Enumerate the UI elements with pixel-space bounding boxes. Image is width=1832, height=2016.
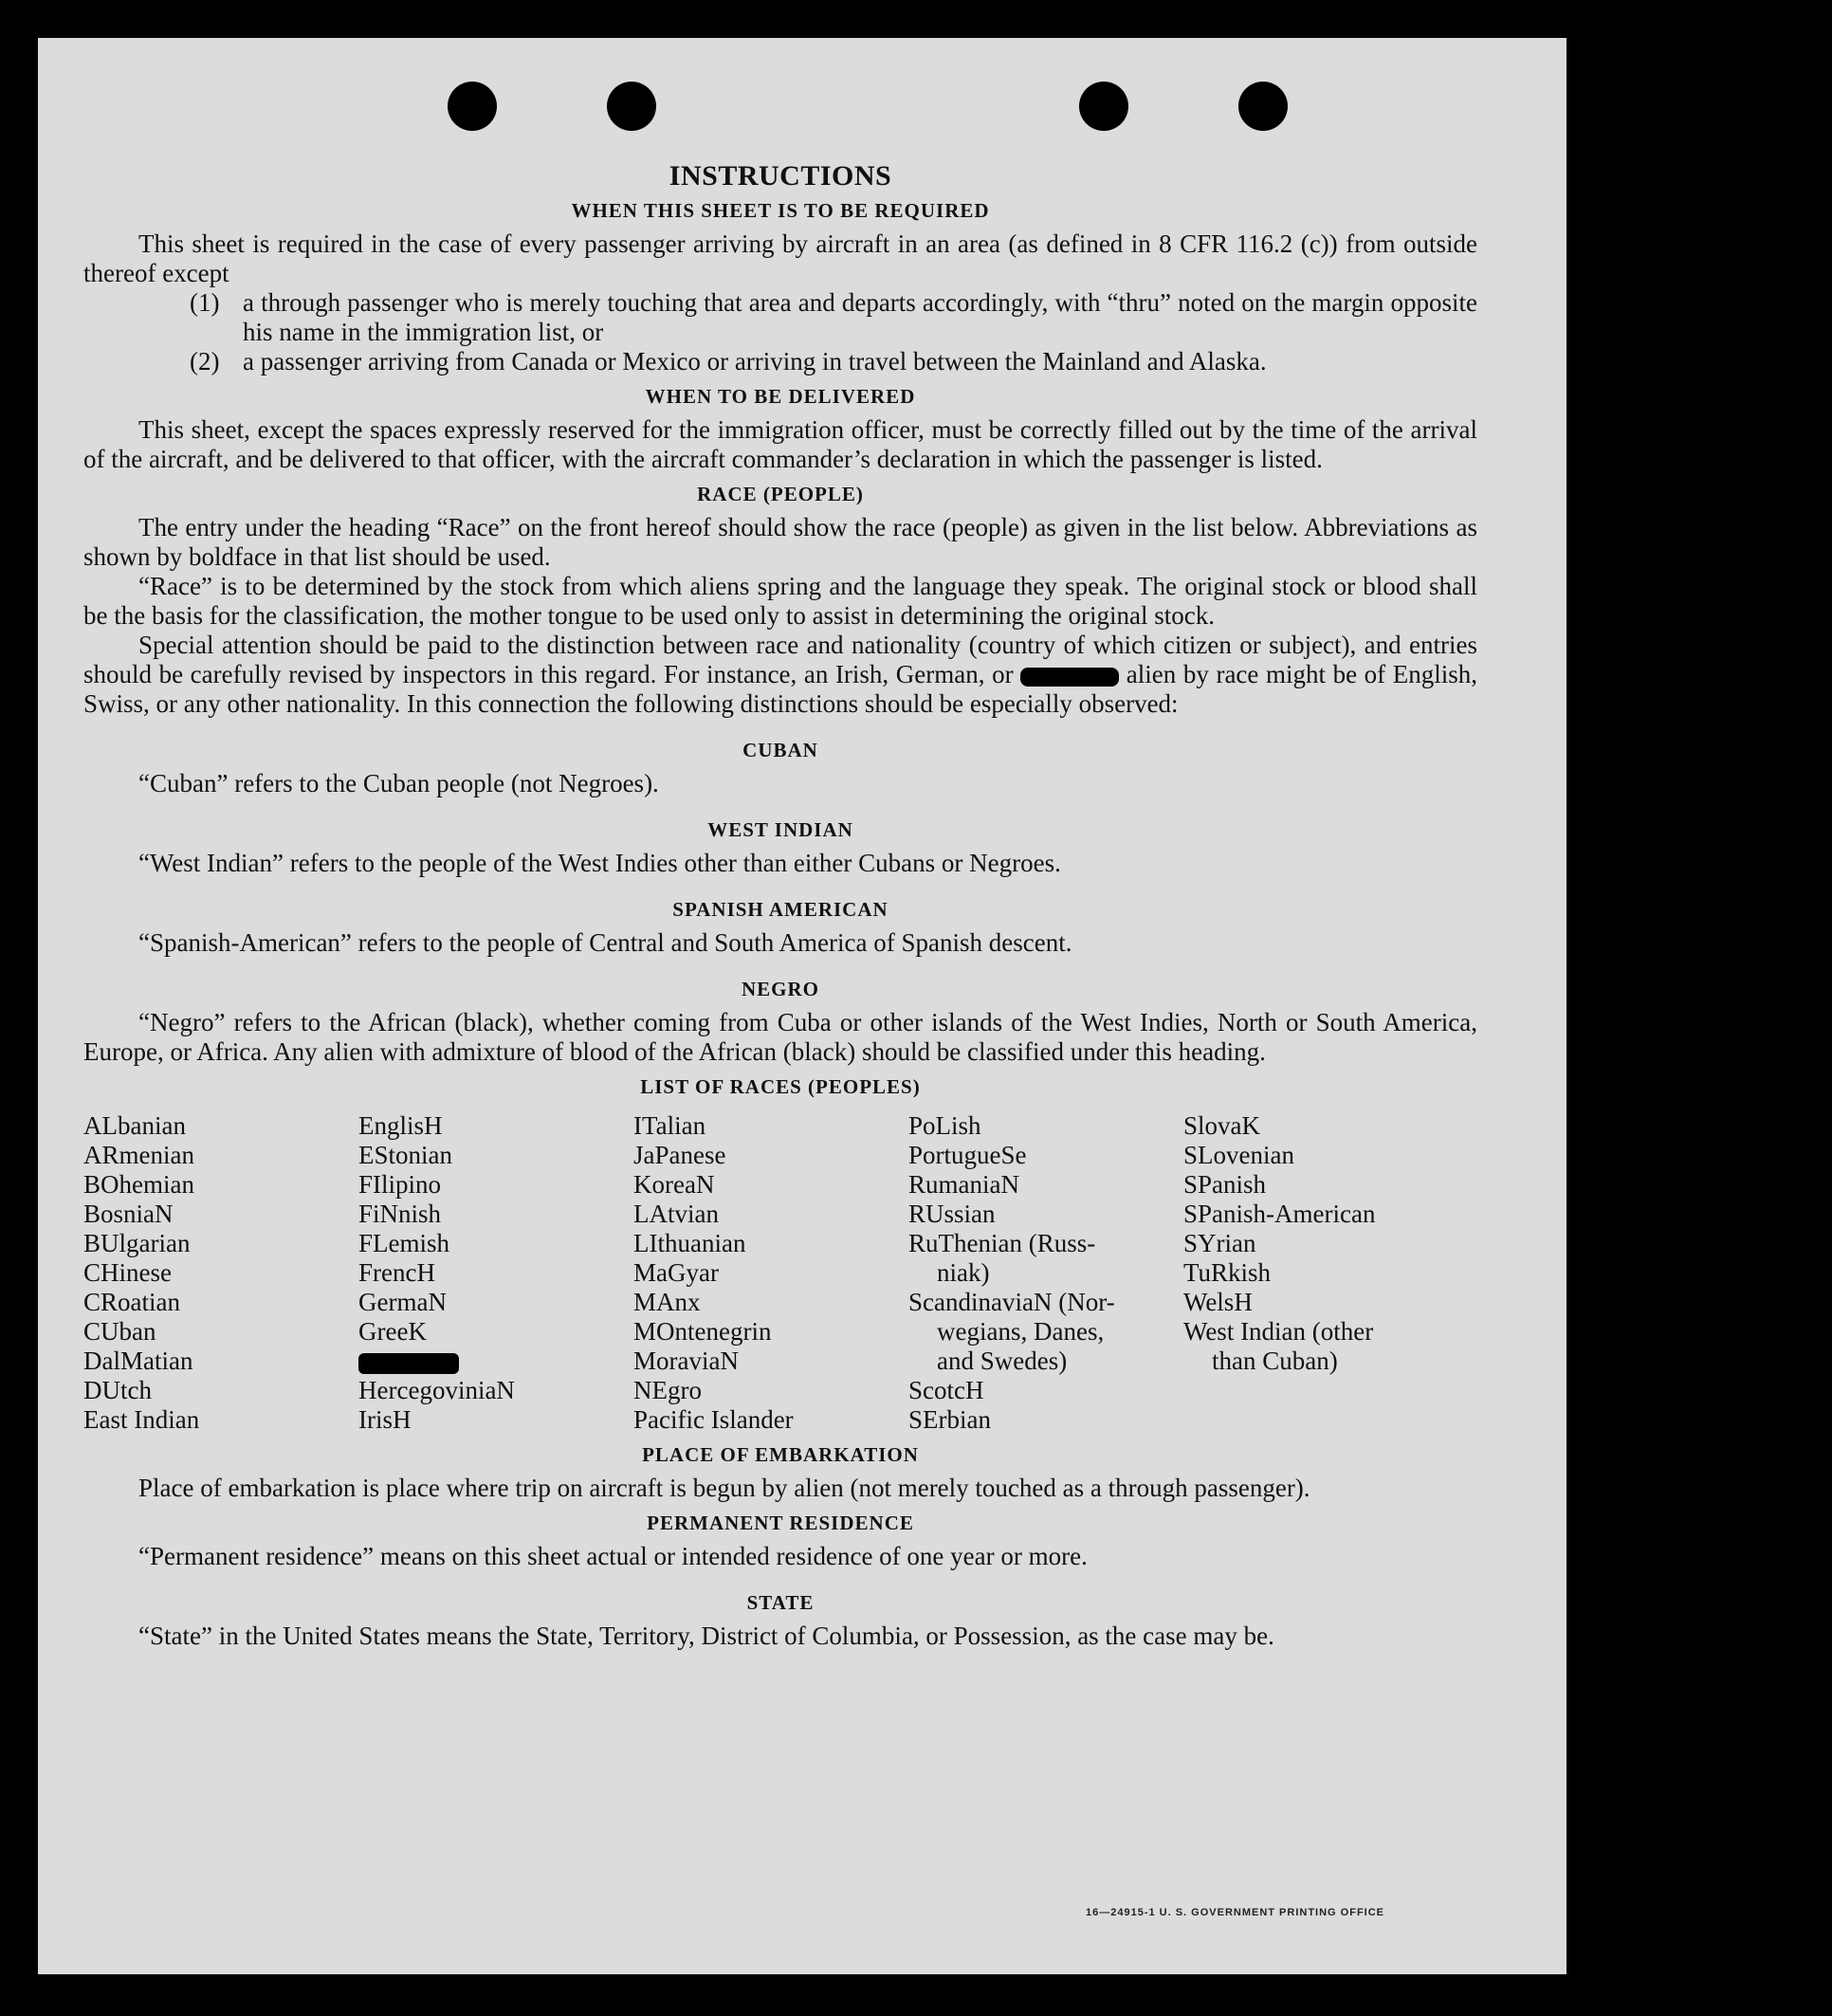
race-entry: DUtch (83, 1376, 152, 1404)
races-list (83, 1111, 1477, 1435)
item-number: (2) (190, 347, 220, 376)
race-entry: RUssian (908, 1200, 996, 1228)
redaction-mark (358, 1353, 459, 1374)
race-entry: WelsH (1183, 1288, 1253, 1316)
list-item (83, 347, 1477, 376)
redaction-mark (1020, 668, 1119, 687)
heading-spanish-american: SPANISH AMERICAN (672, 898, 889, 921)
race-entry: CRoatian (83, 1288, 180, 1316)
para-cuban: “Cuban” refers to the Cuban people (not Negroes). (138, 769, 659, 797)
race-entry: West Indian (other (1183, 1317, 1374, 1346)
race-entry: BOhemian (83, 1170, 194, 1199)
heading-race: RACE (PEOPLE) (697, 483, 864, 505)
race-entry: RuThenian (Russ- (908, 1229, 1096, 1257)
para-spanish-american: “Spanish-American” refers to the people of Central and South America of Spanish descent. (138, 928, 1072, 957)
race-entry-redacted (358, 1347, 633, 1376)
race-entry: wegians, Danes, (937, 1317, 1105, 1346)
race-entry: SlovaK (1183, 1111, 1260, 1140)
race-entry: SYrian (1183, 1229, 1256, 1257)
para-race-1: The entry under the heading “Race” on the front hereof should show the race (people) as given in the list below. Abbreviations as shown by boldface in that list should be used. (83, 513, 1477, 571)
race-entry: East Indian (83, 1405, 200, 1434)
race-entry: ITalian (633, 1111, 706, 1140)
race-entry: FrencH (358, 1258, 435, 1287)
heading-list-of-races: LIST OF RACES (PEOPLES) (640, 1075, 921, 1098)
race-entry: KoreaN (633, 1170, 715, 1199)
race-entry: ALbanian (83, 1111, 186, 1140)
race-entry: FIlipino (358, 1170, 442, 1199)
list-item (83, 288, 1477, 347)
para-race-3b: alien by race might be of English, Swiss, or any other nationality. In this connection the following distinctions should be especially observed: (83, 660, 1478, 718)
race-entry: RumaniaN (908, 1170, 1019, 1199)
race-entry: MOntenegrin (633, 1317, 772, 1346)
race-entry: GermaN (358, 1288, 447, 1316)
race-entry: and Swedes) (937, 1347, 1068, 1375)
race-entry: FLemish (358, 1229, 450, 1257)
race-entry: CHinese (83, 1258, 172, 1287)
para-race-3 (83, 631, 1477, 719)
race-entry: BosniaN (83, 1200, 174, 1228)
para-race-3a: Special attention should be paid to the distinction between race and nationality (country of which citizen or subject), and entries should be carefully revised by inspectors in this regard. For instance, an Irish, German, or (83, 631, 1477, 688)
race-entry: MAnx (633, 1288, 701, 1316)
item-number: (1) (190, 288, 220, 317)
race-entry: SPanish-American (1183, 1200, 1376, 1228)
race-entry: LIthuanian (633, 1229, 746, 1257)
page-title: INSTRUCTIONS (669, 160, 892, 192)
heading-west-indian: WEST INDIAN (707, 818, 853, 841)
race-entry: Pacific Islander (633, 1405, 794, 1434)
race-entry: SErbian (908, 1405, 991, 1434)
race-entry: PortugueSe (908, 1141, 1027, 1169)
race-entry: SPanish (1183, 1170, 1267, 1199)
para-west-indian: “West Indian” refers to the people of the West Indies other than either Cubans or Negroes. (138, 849, 1061, 877)
race-entry: SLovenian (1183, 1141, 1294, 1169)
item-text: a through passenger who is merely touching that area and departs accordingly, with “thru” noted on the margin opposite his name in the immigration list, or (243, 288, 1477, 346)
race-entry: NEgro (633, 1376, 702, 1404)
printer-footer: 16—24915-1 U. S. GOVERNMENT PRINTING OFFICE (1086, 1907, 1385, 1918)
item-text: a passenger arriving from Canada or Mexico or arriving in travel between the Mainland and Alaska. (243, 347, 1267, 376)
punch-hole (1079, 82, 1128, 131)
race-entry: TuRkish (1183, 1258, 1272, 1287)
race-entry: ARmenian (83, 1141, 194, 1169)
para-race-2: “Race” is to be determined by the stock from which aliens spring and the language they speak. The original stock or blood shall be the basis for the classification, the mother tongue to be used only to assist in determining the original stock. (83, 572, 1477, 630)
punch-hole (448, 82, 497, 131)
heading-state: STATE (746, 1591, 815, 1614)
race-entry: PoLish (908, 1111, 981, 1140)
race-entry: IrisH (358, 1405, 412, 1434)
race-entry: JaPanese (633, 1141, 726, 1169)
para-embarkation: Place of embarkation is place where trip on aircraft is begun by alien (not merely touched as a through passenger). (138, 1474, 1310, 1502)
heading-delivered: WHEN TO BE DELIVERED (645, 385, 916, 408)
race-entry: GreeK (358, 1317, 427, 1346)
heading-residence: PERMANENT RESIDENCE (647, 1512, 914, 1534)
heading-cuban: CUBAN (742, 739, 818, 761)
para-negro: “Negro” refers to the African (black), whether coming from Cuba or other islands of the West Indies, North or South America, Europe, or Africa. Any alien with admixture of blood of the African (black) should be classified under this heading. (83, 1008, 1477, 1066)
para-residence: “Permanent residence” means on this sheet actual or intended residence of one year or more. (138, 1542, 1088, 1570)
document-sheet (38, 38, 1566, 1974)
heading-required: WHEN THIS SHEET IS TO BE REQUIRED (571, 199, 990, 222)
race-entry: LAtvian (633, 1200, 719, 1228)
race-entry: niak) (937, 1258, 990, 1287)
race-entry: ScotcH (908, 1376, 984, 1404)
race-entry: FiNnish (358, 1200, 442, 1228)
punch-hole (1238, 82, 1288, 131)
races-column (908, 1111, 1183, 1435)
para-required: This sheet is required in the case of every passenger arriving by aircraft in an area (as defined in 8 CFR 116.2 (c)) from outside thereof except (83, 229, 1477, 287)
race-entry: DalMatian (83, 1347, 193, 1375)
heading-negro: NEGRO (741, 978, 819, 1000)
para-delivered: This sheet, except the spaces expressly reserved for the immigration officer, must be correctly filled out by the time of the arrival of the aircraft, and be delivered to that officer, with the aircraft commander’s declaration in which the passenger is listed. (83, 415, 1477, 473)
race-entry: HercegoviniaN (358, 1376, 515, 1404)
race-entry: CUban (83, 1317, 156, 1346)
punch-hole (607, 82, 656, 131)
heading-embarkation: PLACE OF EMBARKATION (642, 1443, 919, 1466)
document-body (83, 161, 1477, 1651)
race-entry: BUlgarian (83, 1229, 191, 1257)
para-state: “State” in the United States means the State, Territory, District of Columbia, or Possession, as the case may be. (138, 1622, 1274, 1650)
races-column (83, 1111, 358, 1435)
races-column (358, 1111, 633, 1435)
races-column (633, 1111, 908, 1435)
race-entry: MoraviaN (633, 1347, 739, 1375)
race-entry: EStonian (358, 1141, 452, 1169)
race-entry: EnglisH (358, 1111, 443, 1140)
races-column (1183, 1111, 1468, 1435)
race-entry: MaGyar (633, 1258, 719, 1287)
race-entry: than Cuban) (1212, 1347, 1338, 1375)
race-entry: ScandinaviaN (Nor- (908, 1288, 1115, 1316)
